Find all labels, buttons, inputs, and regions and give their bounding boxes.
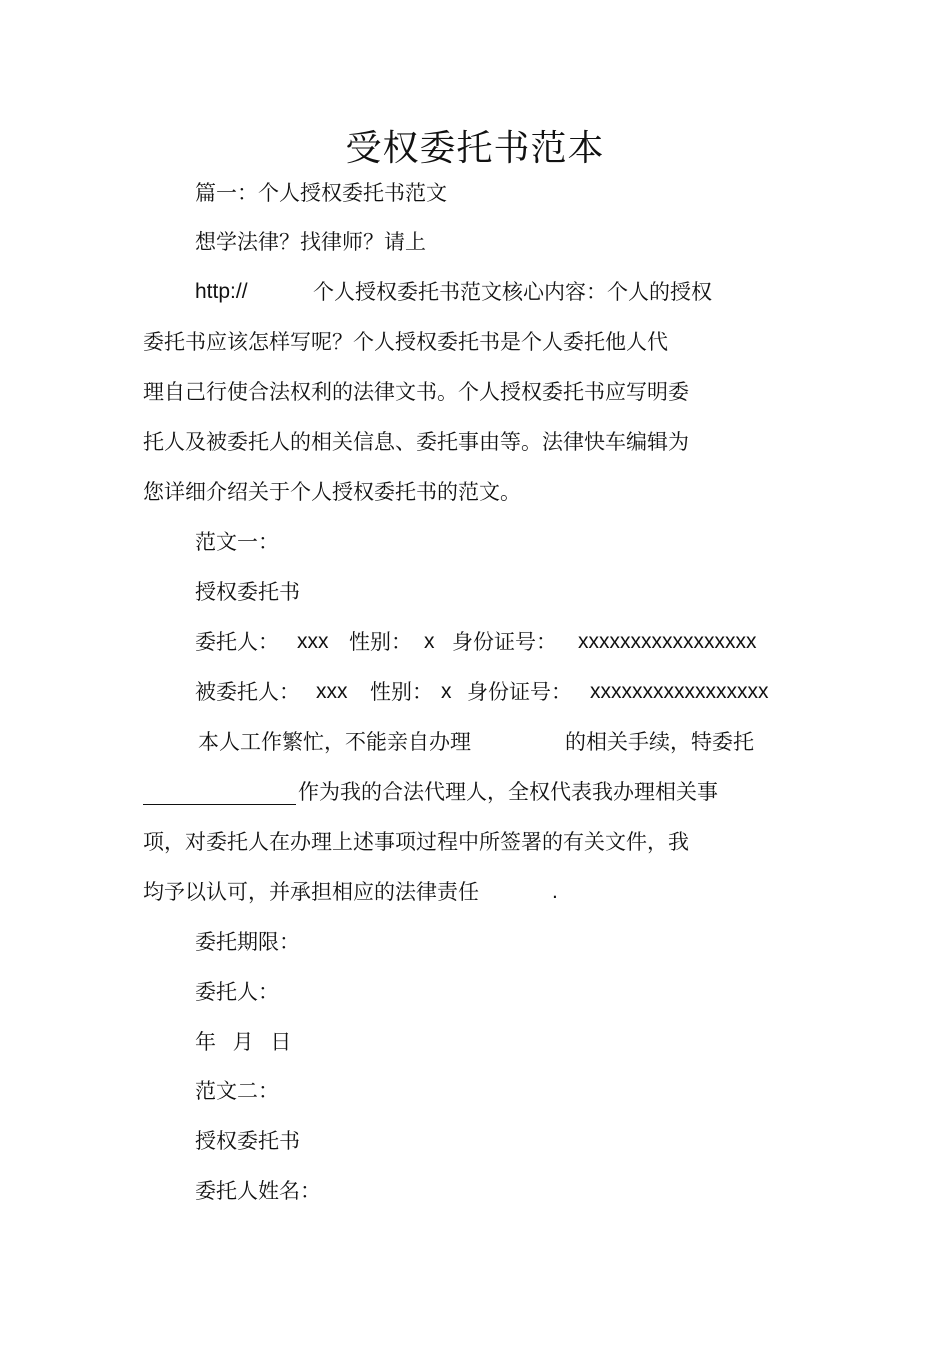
- sample-heading: 范文一：: [195, 530, 279, 554]
- gender-label: 性别：: [349, 630, 412, 654]
- id-number-value: xxxxxxxxxxxxxxxxx: [578, 630, 757, 653]
- url-text: http://: [195, 280, 248, 303]
- id-number-label: 身份证号：: [452, 630, 557, 654]
- paragraph-line: 项，对委托人在办理上述事项过程中所签署的有关文件，我: [143, 830, 689, 854]
- principal-name-value: xxx: [297, 630, 329, 653]
- id-number-label: 身份证号：: [467, 680, 572, 704]
- paragraph-line: 作为我的合法代理人，全权代表我办理相关事: [298, 780, 718, 804]
- paragraph-line: 托人及被委托人的相关信息、委托事由等。法律快车编辑为: [143, 430, 689, 454]
- principal-label: 委托人：: [195, 630, 279, 654]
- id-number-value: xxxxxxxxxxxxxxxxx: [590, 680, 769, 703]
- form-title: 授权委托书: [195, 580, 300, 604]
- section-heading: 篇一：个人授权委托书范文: [195, 181, 447, 205]
- paragraph-line: 的相关手续，特委托: [565, 730, 754, 754]
- paragraph-line: 均予以认可，并承担相应的法律责任: [143, 880, 479, 904]
- agent-label: 被委托人：: [195, 680, 300, 704]
- principal-name-label: 委托人姓名：: [195, 1179, 321, 1203]
- term-label: 委托期限：: [195, 930, 300, 954]
- gender-value: x: [424, 630, 435, 653]
- gender-label: 性别：: [370, 680, 433, 704]
- date-line: 年 月 日: [195, 1030, 292, 1054]
- paragraph-line: 理自己行使合法权利的法律文书。个人授权委托书应写明委: [143, 380, 689, 404]
- principal-signature-label: 委托人：: [195, 980, 279, 1004]
- document-title: 受权委托书范本: [345, 128, 605, 169]
- paragraph-line: 本人工作繁忙，不能亲自办理: [198, 730, 471, 754]
- period-mark: .: [552, 880, 558, 903]
- form-title: 授权委托书: [195, 1129, 300, 1153]
- paragraph-line: 您详细介绍关于个人授权委托书的范文。: [143, 480, 521, 504]
- paragraph-line: 委托书应该怎样写呢？个人授权委托书是个人委托他人代: [143, 330, 668, 354]
- sample-heading: 范文二：: [195, 1079, 279, 1103]
- paragraph-line: 想学法律？找律师？请上: [195, 230, 426, 254]
- paragraph-line: 个人授权委托书范文核心内容：个人的授权: [313, 280, 712, 304]
- agent-name-value: xxx: [316, 680, 348, 703]
- agent-blank-line: [143, 779, 296, 805]
- gender-value: x: [441, 680, 452, 703]
